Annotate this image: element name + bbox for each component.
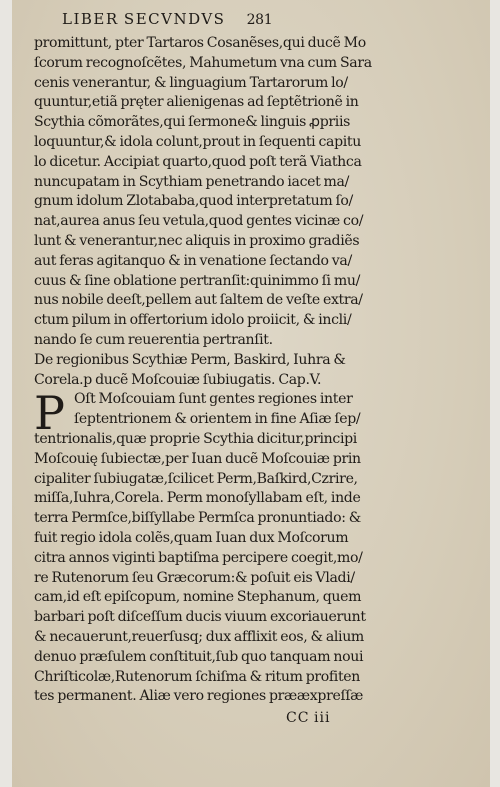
paragraph-continuation <box>34 34 404 351</box>
text-line: ſeptentrionem & orientem in fine Aſiæ ſep/ <box>74 411 361 428</box>
text-line: gnum idolum Zlotababa,quod interpretatum ſo/ <box>34 193 353 210</box>
text-line: barbari poſt diſceſſum ducis viuum excoriauerunt <box>34 609 366 626</box>
text-line: loquuntur,& idola colunt,prout in ſequenti capitu <box>34 133 361 150</box>
drop-cap: P <box>34 386 65 441</box>
text-line: nat,aurea anus ſeu vetula,quod gentes vicinæ co/ <box>34 213 364 230</box>
chapter-heading-line: Corela.p ducẽ Moſcouiæ ſubiugatis. Cap.V. <box>34 371 322 388</box>
text-line: cam,id eſt epiſcopum, nomine Stephanum, quem <box>34 589 362 606</box>
text-line: miſſa,Iuhra,Corela. Perm monoſyllabam eſt, inde <box>34 490 361 507</box>
text-line: aut feras agitanquo & in venatione ſectando va/ <box>34 252 352 269</box>
chapter-heading-line: De regionibus Scythiæ Perm, Baskird, Iuhra & <box>34 351 346 368</box>
text-line: nus nobile deeſt,pellem aut ſaltem de veſte extra/ <box>34 292 363 309</box>
text-line: nando ſe cum reuerentia pertranſit. <box>34 331 273 348</box>
text-line: ſcorum recognoſcẽtes, Mahumetum vna cum Sara <box>34 54 372 71</box>
text-line: ctum pilum in offertorium idolo proiicit, & incli/ <box>34 312 352 329</box>
text-line: denuo præſulem conſtituit,ſub quo tanquam noui <box>34 648 364 665</box>
text-line: cuus & ſine oblatione pertranſit:quinimmo ſi mu/ <box>34 272 360 289</box>
text-line: quuntur,etiã pręter alienigenas ad ſeptẽtrionẽ in <box>34 94 359 111</box>
text-line: Moſcouię ſubiectæ,per Iuan ducẽ Moſcouiæ prin <box>34 450 361 467</box>
text-line: nuncupatam in Scythiam penetrando iacet ma/ <box>34 173 350 190</box>
text-line: lunt & venerantur,nec aliquis in proximo gradiẽs <box>34 232 360 249</box>
running-head-title: LIBER SECVNDVS <box>62 10 226 28</box>
chapter-heading <box>34 351 404 391</box>
text-line: terra Permſce,biſſyllabe Permſca pronuntiado: & <box>34 510 361 527</box>
text-line: citra annos viginti baptiſma percipere coegit,mo/ <box>34 549 363 566</box>
text-block <box>34 4 404 729</box>
text-line: promittunt, pter Tartaros Cosanẽses,qui ducẽ Mo <box>34 35 366 51</box>
text-line: & necauerunt,reuerſusq; dux afflixit eos, & alium <box>34 628 364 645</box>
text-line: tes permanent. Aliæ vero regiones prææxpreſſæ <box>34 688 364 705</box>
folio-number: 281 <box>246 12 273 28</box>
text-line: lo dicetur. Accipiat quarto,quod poſt terã Viathca <box>34 153 362 170</box>
signature-mark: CC iii <box>286 710 331 727</box>
text-line: cenis venerantur, & linguagium Tartarorum lo/ <box>34 74 348 91</box>
running-head <box>34 4 404 34</box>
text-line: Scythia cõmorãtes,qui ſermone& linguis ꝓpriis <box>34 114 350 131</box>
text-line: Oſt Moſcouiam ſunt gentes regiones inter <box>74 391 353 408</box>
text-line: re Rutenorum ſeu Græcorum:& poſuit eis Vladi/ <box>34 569 355 586</box>
text-line: fuit regio idola colẽs,quam Iuan dux Moſcorum <box>34 529 349 546</box>
text-line: tentrionalis,quæ proprie Scythia dicitur,principi <box>34 430 357 447</box>
text-line: Chriſticolæ,Rutenorum ſchiſma & ritum profiten <box>34 668 360 685</box>
text-line: cipaliter ſubiugatæ,ſcilicet Perm,Baſkird,Czrire, <box>34 470 358 487</box>
book-page <box>12 0 490 787</box>
chapter-paragraph <box>34 386 404 707</box>
